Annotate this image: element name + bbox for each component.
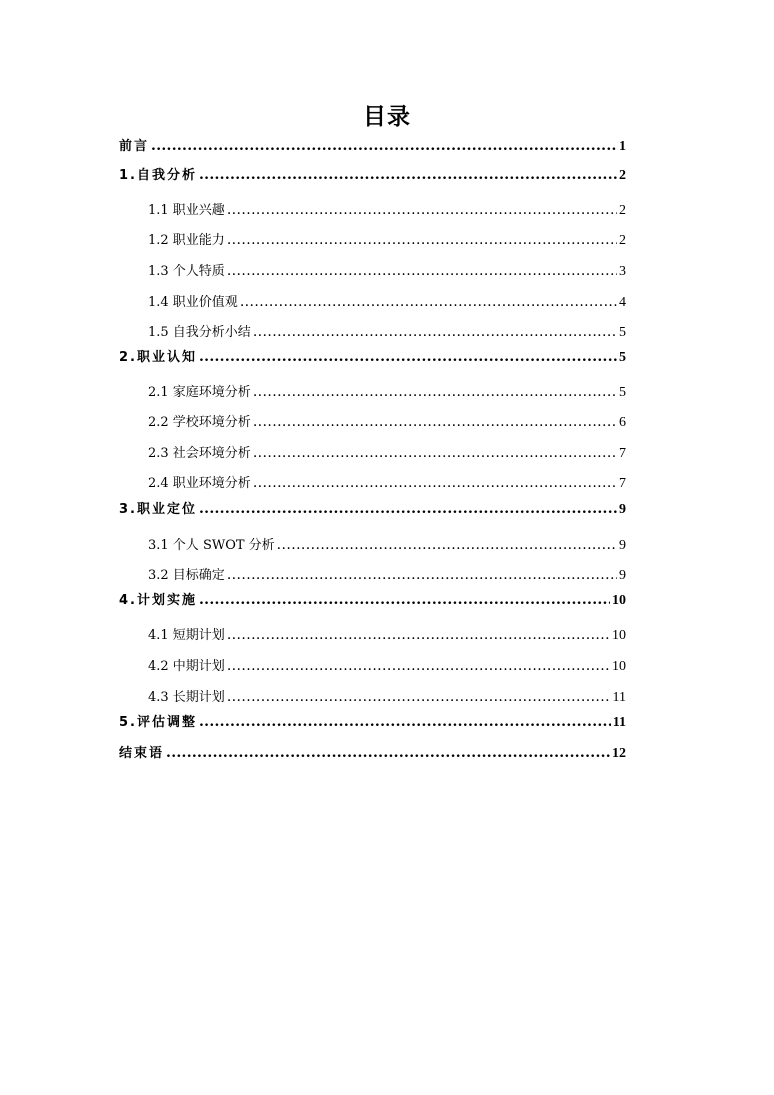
- toc-leader: [227, 230, 617, 250]
- toc-entry-conclusion[interactable]: [119, 743, 626, 763]
- toc-label: 3.2 目标确定: [148, 568, 225, 583]
- toc-entry-2-4[interactable]: [148, 473, 626, 493]
- toc-leader: [253, 412, 617, 432]
- toc-label: 2.4 职业环境分析: [148, 476, 251, 491]
- toc-entry-4-1[interactable]: [148, 625, 626, 645]
- toc-leader: [151, 136, 617, 156]
- toc-page-number: 5: [619, 325, 626, 340]
- toc-page-number: 10: [612, 593, 626, 608]
- toc-leader: [253, 443, 617, 463]
- toc-page-number: 2: [619, 168, 626, 183]
- toc-entry-3-2[interactable]: [148, 565, 626, 585]
- toc-leader: [253, 322, 617, 342]
- toc-label: 2.职业认知: [119, 350, 197, 365]
- toc-leader: [277, 535, 617, 555]
- toc-page-number: 7: [619, 446, 626, 461]
- toc-label: 2.1 家庭环境分析: [148, 385, 251, 400]
- toc-label: 1.4 职业价值观: [148, 295, 238, 310]
- toc-entry-1-4[interactable]: [148, 292, 626, 312]
- toc-label: 1.3 个人特质: [148, 264, 225, 279]
- toc-leader: [199, 347, 617, 367]
- toc-entry-4-2[interactable]: [148, 656, 626, 676]
- toc-entry-1-3[interactable]: [148, 261, 626, 281]
- toc-label: 4.2 中期计划: [148, 659, 225, 674]
- toc-page-number: 11: [612, 715, 626, 730]
- toc-page-number: 1: [619, 139, 626, 154]
- toc-entry-1-5[interactable]: [148, 322, 626, 342]
- toc-label: 4.3 长期计划: [148, 690, 225, 705]
- toc-page-number: 9: [619, 502, 626, 517]
- toc-page-number: 6: [619, 415, 626, 430]
- toc-entry-2-1[interactable]: [148, 382, 626, 402]
- toc-page-number: 7: [619, 476, 626, 491]
- toc-entry-section-1[interactable]: [119, 165, 626, 185]
- toc-label: 4.计划实施: [119, 593, 197, 608]
- toc-label: 前言: [119, 139, 150, 154]
- toc-leader: [199, 712, 611, 732]
- toc-entry-3-1[interactable]: [148, 535, 626, 555]
- toc-label: 1.2 职业能力: [148, 233, 225, 248]
- toc-page-number: 2: [619, 203, 626, 218]
- toc-leader: [253, 382, 617, 402]
- toc-label: 4.1 短期计划: [148, 628, 225, 643]
- toc-page-number: 3: [619, 264, 626, 279]
- toc-entry-section-2[interactable]: [119, 347, 626, 367]
- toc-page-number: 12: [612, 746, 626, 761]
- toc-page-number: 10: [612, 659, 626, 674]
- toc-label: 5.评估调整: [119, 715, 197, 730]
- toc-label: 2.3 社会环境分析: [148, 446, 251, 461]
- toc-leader: [199, 165, 617, 185]
- toc-label: 2.2 学校环境分析: [148, 415, 251, 430]
- toc-leader: [166, 743, 610, 763]
- toc-label: 结束语: [119, 746, 165, 761]
- toc-label: 3.职业定位: [119, 502, 197, 517]
- toc-page-number: 4: [619, 295, 626, 310]
- toc-label: 1.1 职业兴趣: [148, 203, 225, 218]
- toc-label: 1.自我分析: [119, 168, 197, 183]
- toc-page-number: 11: [612, 690, 626, 705]
- toc-page-number: 9: [619, 538, 626, 553]
- toc-entry-section-3[interactable]: [119, 499, 626, 519]
- toc-page-number: 5: [619, 350, 626, 365]
- toc-page-number: 2: [619, 233, 626, 248]
- toc-entry-2-2[interactable]: [148, 412, 626, 432]
- toc-leader: [227, 656, 610, 676]
- toc-entry-section-5[interactable]: [119, 712, 626, 732]
- toc-label: 1.5 自我分析小结: [148, 325, 251, 340]
- toc-leader: [253, 473, 617, 493]
- toc-entry-1-2[interactable]: [148, 230, 626, 250]
- toc-leader: [240, 292, 617, 312]
- toc-page-number: 9: [619, 568, 626, 583]
- toc-page-number: 10: [612, 628, 626, 643]
- toc-page-number: 5: [619, 385, 626, 400]
- toc-entry-4-3[interactable]: [148, 687, 626, 707]
- toc-leader: [199, 590, 610, 610]
- toc-entry-section-4[interactable]: [119, 590, 626, 610]
- toc-entry-1-1[interactable]: [148, 200, 626, 220]
- toc-leader: [227, 625, 610, 645]
- toc-leader: [227, 687, 611, 707]
- toc-leader: [227, 261, 617, 281]
- toc-leader: [199, 499, 617, 519]
- toc-leader: [227, 565, 617, 585]
- toc-entry-2-3[interactable]: [148, 443, 626, 463]
- toc-label: 3.1 个人 SWOT 分析: [148, 538, 275, 553]
- toc-entry-preface[interactable]: [119, 136, 626, 156]
- toc-leader: [227, 200, 617, 220]
- page-title: 目录: [363, 104, 411, 130]
